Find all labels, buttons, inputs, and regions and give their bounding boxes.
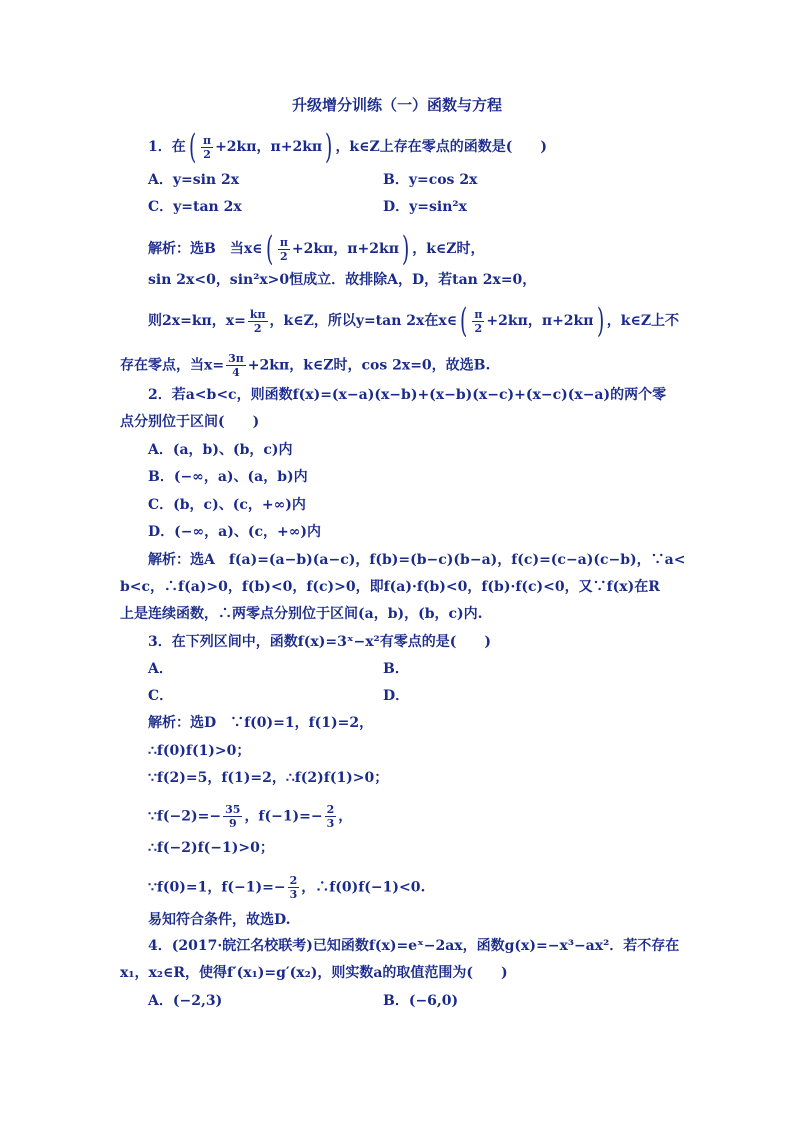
q2-stem-line2: 点分别位于区间( )	[120, 414, 260, 430]
q3-option-b: B．	[383, 661, 409, 677]
q1-stem-text: ，k∈Z上存在零点的函数是( )	[335, 139, 547, 155]
denominator: 3	[289, 888, 298, 901]
q2-option-b: B．(−∞，a)、(a，b)内	[148, 469, 308, 485]
fraction	[325, 803, 337, 830]
fraction	[226, 352, 246, 379]
fraction	[201, 134, 213, 161]
q1-option-c: C．y=tan 2x	[148, 199, 242, 215]
fraction	[248, 308, 268, 335]
q2-stem-line1: 2．若a<b<c，则函数f(x)=(x−a)(x−b)+(x−b)(x−c)+(x−c)(x−a)的两个零	[148, 387, 667, 403]
numerator: kπ	[249, 307, 266, 321]
denominator: 2	[253, 321, 262, 335]
fraction	[278, 236, 290, 263]
solution-text: ，k∈Z，所以y=tan 2x在x∈	[269, 313, 458, 329]
q3-solution-line7: 易知符合条件，故选D.	[148, 912, 291, 928]
q2-solution-line1: 解析：选A f(a)=(a−b)(a−c)，f(b)=(b−c)(b−a)，f(c)=(c−a)(c−b)，∵a<	[148, 552, 686, 568]
q1-number: 1．在	[148, 139, 186, 155]
left-paren: (	[265, 229, 273, 269]
numerator: π	[203, 133, 212, 147]
solution-text: ，	[338, 808, 353, 825]
solution-text: +2kπ，k∈Z时，cos 2x=0，故选B.	[247, 357, 491, 374]
q4-stem-line2: x₁，x₂∈R，使得f′(x₁)=g′(x₂)，则实数a的取值范围为( )	[120, 965, 508, 981]
denominator: 4	[232, 366, 240, 379]
interval-text: +2kπ，π+2kπ	[291, 241, 399, 257]
q1-solution-line4	[120, 352, 490, 379]
right-paren: )	[401, 229, 410, 269]
q4-option-b: B．(−6,0)	[383, 993, 459, 1009]
q1-option-d: D．y=sin²x	[383, 199, 467, 215]
q3-solution-line2: ∴f(0)f(1)>0；	[148, 743, 251, 759]
interval-text: +2kπ，π+2kπ	[215, 139, 323, 155]
q1-option-a: A．y=sin 2x	[148, 172, 240, 188]
denominator: 2	[280, 249, 288, 263]
numerator: 35	[225, 803, 241, 816]
q3-option-d: D．	[383, 688, 410, 704]
q1-solution-line3	[148, 301, 680, 341]
fraction	[288, 874, 300, 901]
fraction	[223, 803, 242, 830]
denominator: 3	[326, 817, 335, 830]
q1-solution-line1	[148, 229, 485, 269]
solution-text: 解析：选B 当x∈	[148, 241, 263, 257]
solution-text: ，k∈Z上不	[606, 313, 680, 329]
right-paren: )	[325, 127, 333, 167]
solution-text: ∵f(0)=1，f(−1)=−	[148, 879, 286, 896]
numerator: 2	[289, 874, 298, 887]
left-paren: (	[460, 301, 468, 341]
q2-solution-line3: 上是连续函数，∴两零点分别位于区间(a，b)，(b，c)内.	[120, 606, 483, 622]
q2-solution-line2: b<c，∴f(a)>0，f(b)<0，f(c)>0，即f(a)·f(b)<0，f(b)·f(c)<0，又∵f(x)在R	[120, 579, 660, 595]
q3-solution-line1: 解析：选D ∵f(0)=1，f(1)=2，	[148, 715, 374, 731]
solution-text: 存在零点，当x=	[120, 357, 225, 374]
denominator: 2	[203, 147, 211, 161]
page-title: 升级增分训练（一）函数与方程	[291, 96, 502, 114]
q3-option-a: A．	[148, 661, 173, 677]
q1-option-b: B．y=cos 2x	[383, 172, 478, 188]
q3-solution-line5: ∴f(−2)f(−1)>0；	[148, 840, 274, 856]
q3-solution-line3: ∵f(2)=5，f(1)=2，∴f(2)f(1)>0；	[148, 770, 389, 786]
numerator: π	[474, 307, 483, 321]
q1-stem	[148, 127, 547, 167]
solution-text: 则2x=kπ，x=	[148, 313, 246, 329]
q3-stem: 3．在下列区间中，函数f(x)=3ˣ−x²有零点的是( )	[148, 634, 491, 650]
q2-option-d: D．(−∞，a)、(c，+∞)内	[148, 524, 322, 540]
q1-solution-line2: sin 2x<0，sin²x>0恒成立．故排除A，D，若tan 2x=0，	[148, 272, 537, 288]
numerator: π	[279, 235, 288, 249]
numerator: 3π	[228, 352, 244, 365]
solution-text: ，k∈Z时，	[412, 241, 485, 257]
solution-text: ，∴f(0)f(−1)<0.	[301, 879, 426, 896]
q4-stem-line1: 4．(2017·皖江名校联考)已知函数f(x)=eˣ−2ax，函数g(x)=−x³−ax²．若不存在	[148, 938, 680, 954]
solution-text: ∵f(−2)=−	[148, 808, 222, 825]
q3-option-c: C．	[148, 688, 174, 704]
q2-option-a: A．(a，b)、(b，c)内	[148, 442, 293, 458]
q4-option-a: A．(−2,3)	[148, 993, 223, 1009]
right-paren: )	[596, 301, 604, 341]
q3-solution-line6	[148, 874, 425, 901]
solution-text: ，f(−1)=−	[244, 808, 323, 825]
q2-option-c: C．(b，c)、(c，+∞)内	[148, 497, 306, 513]
numerator: 2	[326, 803, 335, 816]
denominator: 2	[474, 321, 483, 335]
left-paren: (	[188, 127, 197, 167]
interval-text: +2kπ，π+2kπ	[486, 313, 594, 329]
fraction	[472, 308, 484, 335]
q3-solution-line4	[148, 803, 352, 830]
denominator: 9	[228, 817, 237, 830]
